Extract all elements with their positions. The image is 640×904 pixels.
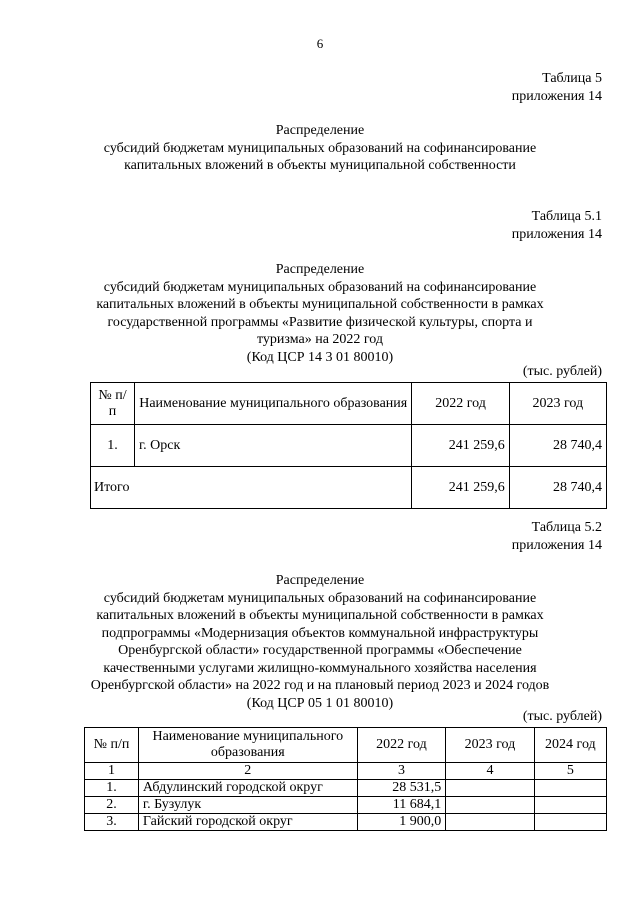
col-number: 3: [357, 763, 446, 780]
col-number: 1: [85, 763, 139, 780]
table-5-1-title: [80, 261, 560, 366]
subtitle-line: государственной программы «Развитие физической культуры, спорта и: [107, 314, 533, 330]
subtitle-line: подпрограммы «Модернизация объектов коммунальной инфраструктуры: [101, 625, 539, 641]
table-label: Таблица 5.1: [531, 209, 602, 224]
row-2023: 28 740,4: [509, 425, 606, 467]
table-label: Таблица 5: [542, 71, 602, 86]
header-name: Наименование муниципального образования: [138, 728, 357, 763]
table-row: [91, 425, 607, 467]
table-5-2-header: [512, 519, 602, 555]
col-number: 2: [138, 763, 357, 780]
subtitle-line: (Код ЦСР 05 1 01 80010): [246, 695, 394, 711]
table-5-header: [512, 70, 602, 106]
units-label: (тыс. рублей): [522, 364, 602, 379]
table-row: [85, 814, 607, 831]
row-num: 1.: [91, 425, 135, 467]
title: Распределение: [275, 262, 365, 277]
row-2022: 28 531,5: [357, 780, 446, 797]
subtitle-line: (Код ЦСР 14 3 01 80010): [246, 349, 394, 365]
subtitle-line: субсидий бюджетам муниципальных образований на софинансирование: [103, 140, 537, 156]
subtitle-line: Оренбургской области» на 2022 год и на плановый период 2023 и 2024 годов: [90, 678, 550, 693]
total-2022: 241 259,6: [412, 467, 509, 509]
row-name: г. Орск: [135, 425, 412, 467]
total-label: Итого: [91, 467, 412, 509]
total-row: [91, 467, 607, 509]
row-num: 1.: [85, 780, 139, 797]
table-row: [85, 797, 607, 814]
col-number: 5: [534, 763, 606, 780]
column-number-row: [85, 763, 607, 780]
header-2022: 2022 год: [357, 728, 446, 763]
row-num: 2.: [85, 797, 139, 814]
row-name: Абдулинский городской округ: [138, 780, 357, 797]
title: Распределение: [275, 573, 365, 588]
table-header-row: [85, 728, 607, 763]
appendix-label: приложения 14: [511, 538, 602, 553]
subtitle-line: качественными услугами жилищно-коммунального хозяйства населения: [103, 660, 537, 676]
row-2022: 1 900,0: [357, 814, 446, 831]
table-header-row: [91, 383, 607, 425]
table-5-2-title: [60, 572, 580, 712]
page-number: 6: [316, 36, 324, 51]
title: Распределение: [275, 123, 365, 138]
row-2024: [534, 814, 606, 831]
subtitle-line: капитальных вложений в объекты муниципальной собственности: [124, 158, 516, 173]
row-num: 3.: [85, 814, 139, 831]
subtitle-line: туризма» на 2022 год: [256, 332, 384, 347]
header-num: № п/п: [91, 383, 135, 425]
table-5-1: [90, 382, 607, 509]
subtitle-line: Оренбургской области» государственной программы «Обеспечение: [118, 643, 522, 658]
total-2023: 28 740,4: [509, 467, 606, 509]
header-2023: 2023 год: [446, 728, 535, 763]
header-2023: 2023 год: [509, 383, 606, 425]
header-2022: 2022 год: [412, 383, 509, 425]
subtitle-line: капитальных вложений в объекты муниципальной собственности в рамках: [96, 608, 544, 623]
row-2023: [446, 797, 535, 814]
subtitle-line: субсидий бюджетам муниципальных образований на софинансирование: [103, 590, 537, 606]
appendix-label: приложения 14: [511, 227, 602, 242]
units-label: (тыс. рублей): [522, 709, 602, 724]
row-name: г. Бузулук: [138, 797, 357, 814]
table-label: Таблица 5.2: [531, 520, 602, 535]
header-2024: 2024 год: [534, 728, 606, 763]
row-2023: [446, 780, 535, 797]
col-number: 4: [446, 763, 535, 780]
row-2024: [534, 797, 606, 814]
table-5-2: [84, 727, 607, 831]
subtitle-line: капитальных вложений в объекты муниципальной собственности в рамках: [96, 297, 544, 312]
header-num: № п/п: [85, 728, 139, 763]
row-2023: [446, 814, 535, 831]
subtitle-line: субсидий бюджетам муниципальных образований на софинансирование: [103, 279, 537, 295]
row-2022: 241 259,6: [412, 425, 509, 467]
table-5-title: [80, 122, 560, 175]
table-5-1-header: [512, 208, 602, 244]
row-name: Гайский городской округ: [138, 814, 357, 831]
appendix-label: приложения 14: [511, 89, 602, 104]
header-name: Наименование муниципального образования: [135, 383, 412, 425]
row-2024: [534, 780, 606, 797]
table-row: [85, 780, 607, 797]
row-2022: 11 684,1: [357, 797, 446, 814]
